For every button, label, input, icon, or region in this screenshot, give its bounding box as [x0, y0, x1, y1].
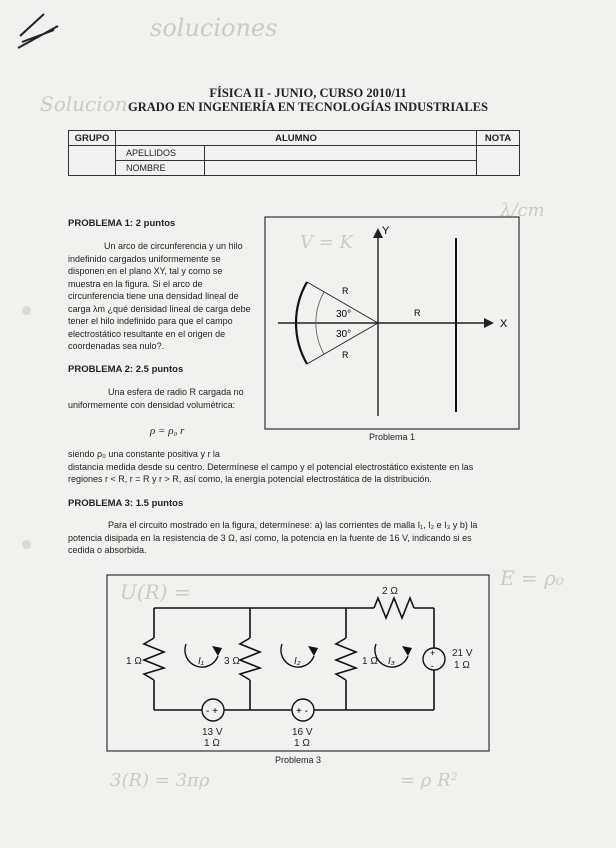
- figure1-caption: Problema 1: [368, 432, 416, 442]
- bleed-through-writing: soluciones: [150, 14, 278, 42]
- text-line: Un arco de circunferencia y un hilo: [104, 241, 243, 251]
- nombre-label: NOMBRE: [116, 161, 205, 176]
- angle-label-lower: 30°: [336, 329, 352, 340]
- text-line: electrostático resultante en el origen de: [68, 328, 226, 339]
- punch-hole: [22, 540, 31, 549]
- problem3-text: [68, 519, 524, 557]
- punch-hole: [22, 306, 31, 315]
- text-line: Una esfera de radio R cargada no: [108, 387, 244, 397]
- src1-voltage: 13 V: [202, 727, 223, 738]
- exam-subtitle: GRADO EN INGENIERÍA EN TECNOLOGÍAS INDUSTRIALES: [128, 100, 488, 114]
- problem3-title: PROBLEMA 3: 1.5 puntos: [68, 498, 184, 509]
- bleed-through-writing: λ/cm: [500, 200, 545, 221]
- text-line: circunferencia tiene una densidad lineal de: [68, 291, 239, 301]
- angle-label-upper: 30°: [336, 309, 352, 320]
- src3-resistance: 1 Ω: [454, 660, 470, 671]
- problem3-circuit: [106, 574, 490, 752]
- resistor-top: [374, 598, 414, 618]
- x-axis-label: X: [500, 318, 508, 330]
- text-line: coordenadas sea nulo?.: [68, 341, 165, 351]
- text-line: uniformemente con densidad volumétrica:: [68, 399, 236, 410]
- text-line: siendo ρ₀ una constante positiva y r la: [68, 449, 220, 459]
- x-axis-arrow: [484, 318, 494, 328]
- nota-header: NOTA: [477, 131, 520, 146]
- student-info-table: [68, 130, 520, 176]
- i3-label: I₃: [388, 656, 395, 667]
- grupo-header: GRUPO: [69, 131, 116, 146]
- src2-resistance: 1 Ω: [294, 738, 310, 749]
- problem1-title: PROBLEMA 1: 2 puntos: [68, 218, 176, 229]
- i1-label: I₁: [198, 656, 204, 667]
- bleed-through-writing: Solucion: [40, 92, 128, 116]
- text-line: carga λm ¿qué densidad lineal de carga debe: [68, 303, 251, 314]
- source-16v-polarity: + -: [296, 706, 308, 717]
- text-line: cedida o absorbida.: [68, 545, 147, 555]
- density-formula: ρ = ρ₀ r: [150, 425, 185, 437]
- problem1-text: [68, 240, 260, 353]
- exam-title: FÍSICA II - JUNIO, CURSO 2010/11: [209, 86, 407, 100]
- source-21v-polarity-minus: -: [431, 661, 434, 671]
- resistor-right: [336, 638, 356, 680]
- bleed-through-writing: U(R) =: [120, 580, 191, 604]
- text-line: potencia disipada en la resistencia de 3 Ω, así como, la potencia en la fuente de 16 V, indicando si es: [68, 532, 472, 543]
- problem2-text: [68, 386, 260, 411]
- bleed-through-writing: V = K: [300, 232, 353, 253]
- radius-label-upper: R: [342, 286, 349, 296]
- nota-field[interactable]: [477, 146, 520, 176]
- resistor-mid: [240, 638, 260, 680]
- src2-voltage: 16 V: [292, 727, 313, 738]
- alumno-header: ALUMNO: [116, 131, 477, 146]
- grupo-field[interactable]: [69, 146, 116, 176]
- text-line: Para el circuito mostrado en la figura, determínese: a) las corrientes de malla I₁, I₂ e I₃ y b) la: [108, 520, 478, 530]
- r-mid-label: 3 Ω: [224, 656, 240, 667]
- r-left-label: 1 Ω: [126, 656, 142, 667]
- distance-label: R: [414, 308, 421, 318]
- problem2-text-cont: [68, 448, 524, 486]
- radius-label-lower: R: [342, 350, 349, 360]
- apellidos-field[interactable]: [205, 146, 477, 161]
- bleed-through-writing: = ρ R²: [400, 770, 458, 791]
- nombre-field[interactable]: [205, 161, 477, 176]
- text-line: indefinido cargados uniformemente se: [68, 253, 221, 264]
- pen-mark: [14, 8, 64, 54]
- text-line: muestra en la figura. Si el arco de: [68, 278, 203, 289]
- i2-label: I₂: [294, 656, 301, 667]
- text-line: disponen en el plano XY, tal y como se: [68, 266, 223, 276]
- y-axis-label: Y: [382, 225, 390, 237]
- text-line: regiones r < R, r = R y r > R, así como, la energía potencial electrostática de la distribución.: [68, 474, 432, 484]
- mesh-arrowhead-2: [308, 646, 318, 656]
- r-top-label: 2 Ω: [382, 586, 398, 597]
- source-21v-polarity-plus: +: [430, 648, 436, 658]
- src3-voltage: 21 V: [452, 648, 473, 659]
- resistor-left: [144, 638, 164, 680]
- source-13v-polarity: - +: [206, 706, 218, 717]
- bleed-through-writing: 3(R) = 3πρ: [110, 770, 210, 791]
- mesh-arrowhead-1: [212, 646, 222, 656]
- src1-resistance: 1 Ω: [204, 738, 220, 749]
- problem1-figure: [264, 216, 520, 430]
- text-line: tener el hilo indefinido para que el campo: [68, 316, 233, 326]
- r-right-label: 1 Ω: [362, 656, 378, 667]
- text-line: distancia medida desde su centro. Determínese el campo y el potencial electrostático existente en las: [68, 461, 474, 472]
- figure3-caption: Problema 3: [274, 755, 322, 765]
- mesh-arrowhead-3: [402, 646, 412, 656]
- problem2-title: PROBLEMA 2: 2.5 puntos: [68, 364, 184, 375]
- bleed-through-writing: E = ρ₀: [500, 566, 564, 590]
- apellidos-label: APELLIDOS: [116, 146, 205, 161]
